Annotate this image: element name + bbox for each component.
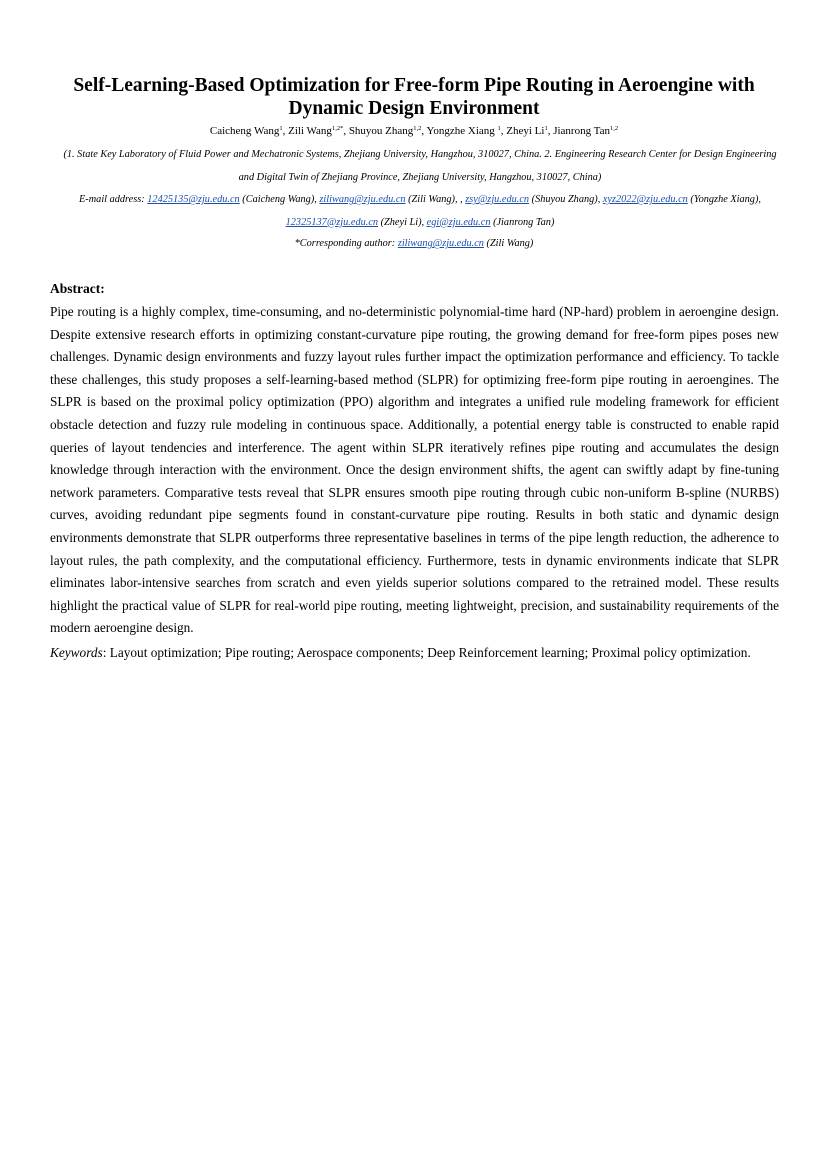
email-link[interactable]: 12425135@zju.edu.cn (147, 194, 240, 205)
email-label: E-mail address: (79, 194, 145, 205)
email-owner: (Jianrong Tan) (493, 216, 555, 228)
abstract-heading: Abstract: (50, 281, 105, 296)
corresponding-owner: (Zili Wang) (486, 238, 534, 249)
corresponding-email-link[interactable]: ziliwang@zju.edu.cn (397, 238, 484, 249)
author: Jianrong Tan$^{1,2}$ (553, 125, 619, 137)
email-link[interactable]: xyz2022@zju.edu.cn (602, 194, 688, 205)
keywords-label: Keywords (50, 645, 103, 660)
corresponding-label: *Corresponding author: (294, 238, 396, 249)
author: Yongzhe Xiang $^1$ (426, 125, 501, 137)
email-owner: (Zili Wang), , (408, 194, 466, 205)
email-owner: (Shuyou Zhang), (531, 194, 603, 205)
email-addresses (60, 189, 780, 234)
author: Zili Wang$^{1,2*}$ (288, 125, 344, 137)
email-link[interactable]: zsy@zju.edu.cn (465, 194, 530, 205)
corresponding-author (40, 234, 788, 254)
email-link[interactable]: egi@zju.edu.cn (426, 216, 491, 228)
keywords-line (50, 642, 790, 665)
author: Shuyou Zhang$^{1,2}$ (348, 125, 422, 137)
email-owner: (Caicheng Wang), (242, 194, 320, 205)
email-owner: (Yongzhe Xiang), (690, 194, 761, 205)
author-list: Caicheng Wang$^1$, Zili Wang$^{1,2*}$, Shuyou Zhang$^{1,2}$, Yongzhe Xiang $^1$, Zheyi Li$^1$, Jianrong Tan$^{1,2}$ (209, 125, 619, 137)
paper-title: Self-Learning-Based Optimization for Free-form Pipe Routing in Aeroengine with Dynamic Design Environment (73, 75, 755, 119)
email-link[interactable]: 12325137@zju.edu.cn (285, 216, 379, 228)
author: Caicheng Wang$^1$ (209, 125, 283, 137)
email-link[interactable]: ziliwang@zju.edu.cn (319, 194, 406, 205)
keywords-text: : Layout optimization; Pipe routing; Aerospace components; Deep Reinforcement learning; Proximal policy optimization. (102, 645, 751, 660)
email-owner: (Zheyi Li), (380, 216, 427, 228)
author: Zheyi Li$^1$ (506, 125, 548, 137)
abstract-text: Pipe routing is a highly complex, time-consuming, and no-deterministic polynomial-time hard (NP-hard) problem in aeroengine design. Despite extensive research efforts in optimizing constant-curvature pipe routing, the growing demand for free-form pipes poses new challenges. Dynamic design environments and fuzzy layout rules further impact the optimization performance and efficiency. To tackle these challenges, this study proposes a self-learning-based method (SLPR) for optimizing free-form pipe routing in aeroengines. The SLPR is based on the proximal policy optimization (PPO) algorithm and integrates a unified rule modeling framework for efficient obstacle detection and fuzzy rule modeling in continuous space. Additionally, a potential energy table is constructed to enable rapid queries of layout tendencies and interference. The agent within SLPR iteratively refines pipe routing and accumulates the design knowledge through interaction with the environment. Once the design environment shifts, the agent can swiftly adapt by fine-tuning network parameters. Comparative tests reveal that SLPR ensures smooth pipe routing through cubic non-uniform B-spline (NURBS) curves, avoiding redundant pipe segments found in constant-curvature pipe routing. Results in both static and dynamic design environments demonstrate that SLPR outperforms three representative baselines in terms of the pipe length reduction, the adherence to layout rules, the path complexity, and the computational efficiency. Furthermore, tests in dynamic environments indicate that SLPR eliminates labor-intensive searches from scratch and even yields superior solutions compared to the retrained model. These results highlight the practical value of SLPR for real-world pipe routing, meeting lightweight, precision, and sustainability requirements of the modern aeroengine design. (50, 304, 779, 636)
affiliations: (1. State Key Laboratory of Fluid Power and Mechatronic Systems, Zhejiang University, Hangzhou, 310027, China. 2. Engineering Research Center for Design Engineering and Digital Twin of Zhejiang Province, Zhejiang University, Hangzhou, 310027, China) (63, 149, 777, 183)
